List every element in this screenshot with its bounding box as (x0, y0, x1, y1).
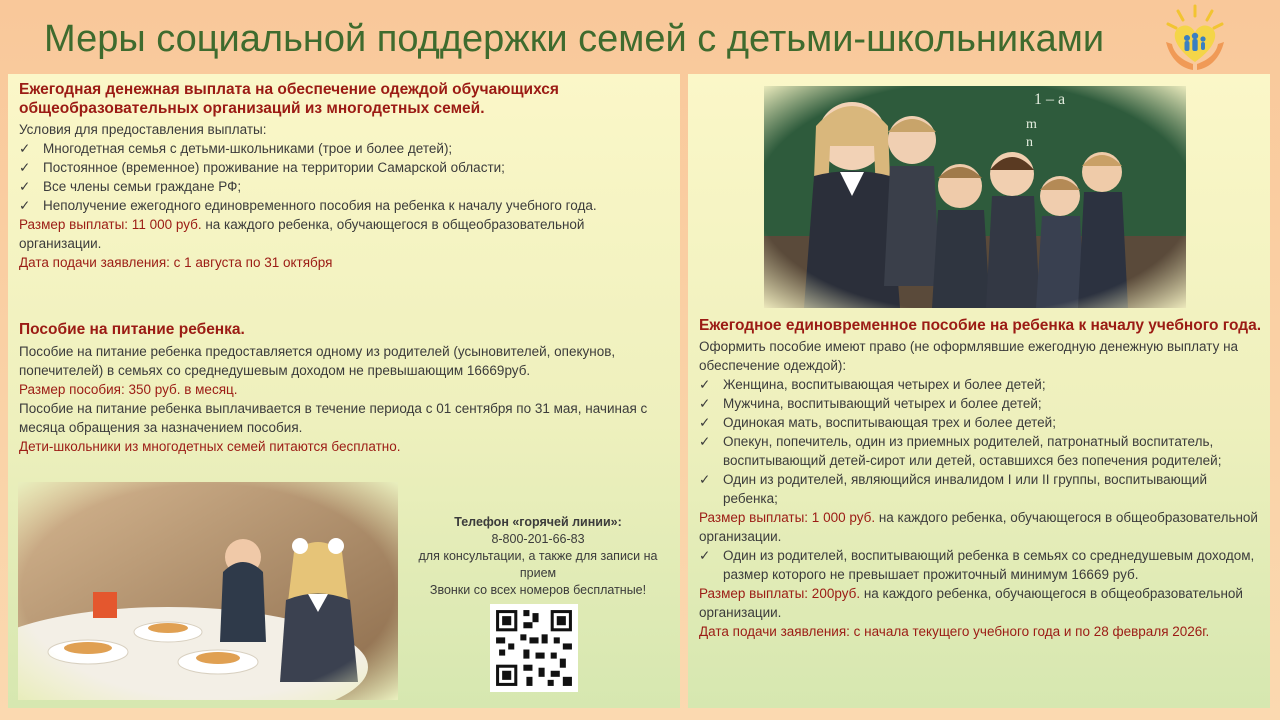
check-mark-icon: ✓ (699, 548, 711, 563)
meal-allowance-period: Пособие на питание ребенка выплачивается в течение периода с 01 сентября по 31 мая, начиная с месяца обращения за назначением пособия. (19, 401, 648, 435)
right-panel (688, 74, 1270, 708)
check-mark-icon: ✓ (699, 415, 711, 430)
allowance-amount-2: Размер выплаты: 200руб. на каждого ребенка, обучающегося в общеобразовательной организации. (699, 586, 1243, 620)
page-title: Меры социальной поддержки семей с детьми-школьниками (44, 18, 1105, 60)
check-mark-icon: ✓ (19, 198, 31, 213)
family-heart-hands-logo (1160, 2, 1230, 76)
meal-allowance-heading: Пособие на питание ребенка. (19, 321, 245, 338)
condition-item: ✓ Постоянное (временное) проживание на территории Самарской области; (19, 160, 505, 175)
clothing-payment-date: Дата подачи заявления: с 1 августа по 31 октября (19, 255, 333, 270)
eligibility-item: ✓ Женщина, воспитывающая четырех и более детей; (699, 377, 1046, 392)
hotline-info (400, 514, 676, 599)
meal-allowance-description: Пособие на питание ребенка предоставляется одному из родителей (усыновителей, опекунов, попечителей) в семьях со среднедушевым доходом не превышающим 16669руб. (19, 344, 616, 378)
hotline-phone[interactable]: 8-800-201-66-83 (491, 532, 585, 546)
clothing-payment-heading: Ежегодная денежная выплата на обеспечение одеждой обучающихся общеобразовательных организаций из многодетных семей. (19, 81, 559, 117)
check-mark-icon: ✓ (19, 179, 31, 194)
eligibility-item: ✓ Один из родителей, воспитывающий ребенка в семьях со среднедушевым доходом, размер которого не превышает прожиточный минимум 16669 руб. (699, 548, 1255, 582)
schoolchildren-photo (764, 86, 1186, 308)
check-mark-icon: ✓ (699, 396, 711, 411)
conditions-intro: Условия для предоставления выплаты: (19, 122, 267, 137)
check-mark-icon: ✓ (699, 377, 711, 392)
eligibility-item: ✓ Мужчина, воспитывающий четырех и более детей; (699, 396, 1042, 411)
check-mark-icon: ✓ (19, 160, 31, 175)
eligibility-item: ✓ Один из родителей, являющийся инвалидом I или II группы, воспитывающий ребенка; (699, 472, 1207, 506)
check-mark-icon: ✓ (699, 434, 711, 449)
eligibility-item: ✓ Опекун, попечитель, один из приемных родителей, патронатный воспитатель, воспитывающий детей-сирот или детей, оставшихся без попечения родителей; (699, 434, 1222, 468)
clothing-payment-amount: Размер выплаты: 11 000 руб. на каждого ребенка, обучающегося в общеобразовательной организации. (19, 217, 585, 251)
condition-item: ✓ Неполучение ежегодного единовременного пособия на ребенка к началу учебного года. (19, 198, 597, 213)
allowance-date: Дата подачи заявления: с начала текущего учебного года и по 28 февраля 2026г. (699, 624, 1210, 639)
meal-allowance-amount: Размер пособия: 350 руб. в месяц. (19, 382, 238, 397)
hotline-purpose: для консультации, а также для записи на прием (418, 549, 658, 580)
school-canteen-photo (18, 482, 398, 700)
hotline-free-calls: Звонки со всех номеров бесплатные! (429, 583, 647, 597)
annual-allowance-heading: Ежегодное единовременное пособие на ребенка к началу учебного года. (699, 317, 1262, 334)
hotline-label: Телефон «горячей линии»: (454, 515, 622, 529)
condition-item: ✓ Многодетная семья с детьми-школьниками (трое и более детей); (19, 141, 453, 156)
free-meals-note: Дети-школьники из многодетных семей питаются бесплатно. (19, 439, 401, 454)
eligibility-item: ✓ Одинокая мать, воспитывающая трех и более детей; (699, 415, 1056, 430)
allowance-amount-1: Размер выплаты: 1 000 руб. на каждого ребенка, обучающегося в общеобразовательной организации. (699, 510, 1258, 544)
eligibility-intro: Оформить пособие имеют право (не оформлявшие ежегодную денежную выплату на обеспечение одеждой): (699, 339, 1239, 373)
condition-item: ✓ Все члены семьи граждане РФ; (19, 179, 242, 194)
check-mark-icon: ✓ (19, 141, 31, 156)
qr-code[interactable] (490, 604, 578, 692)
check-mark-icon: ✓ (699, 472, 711, 487)
